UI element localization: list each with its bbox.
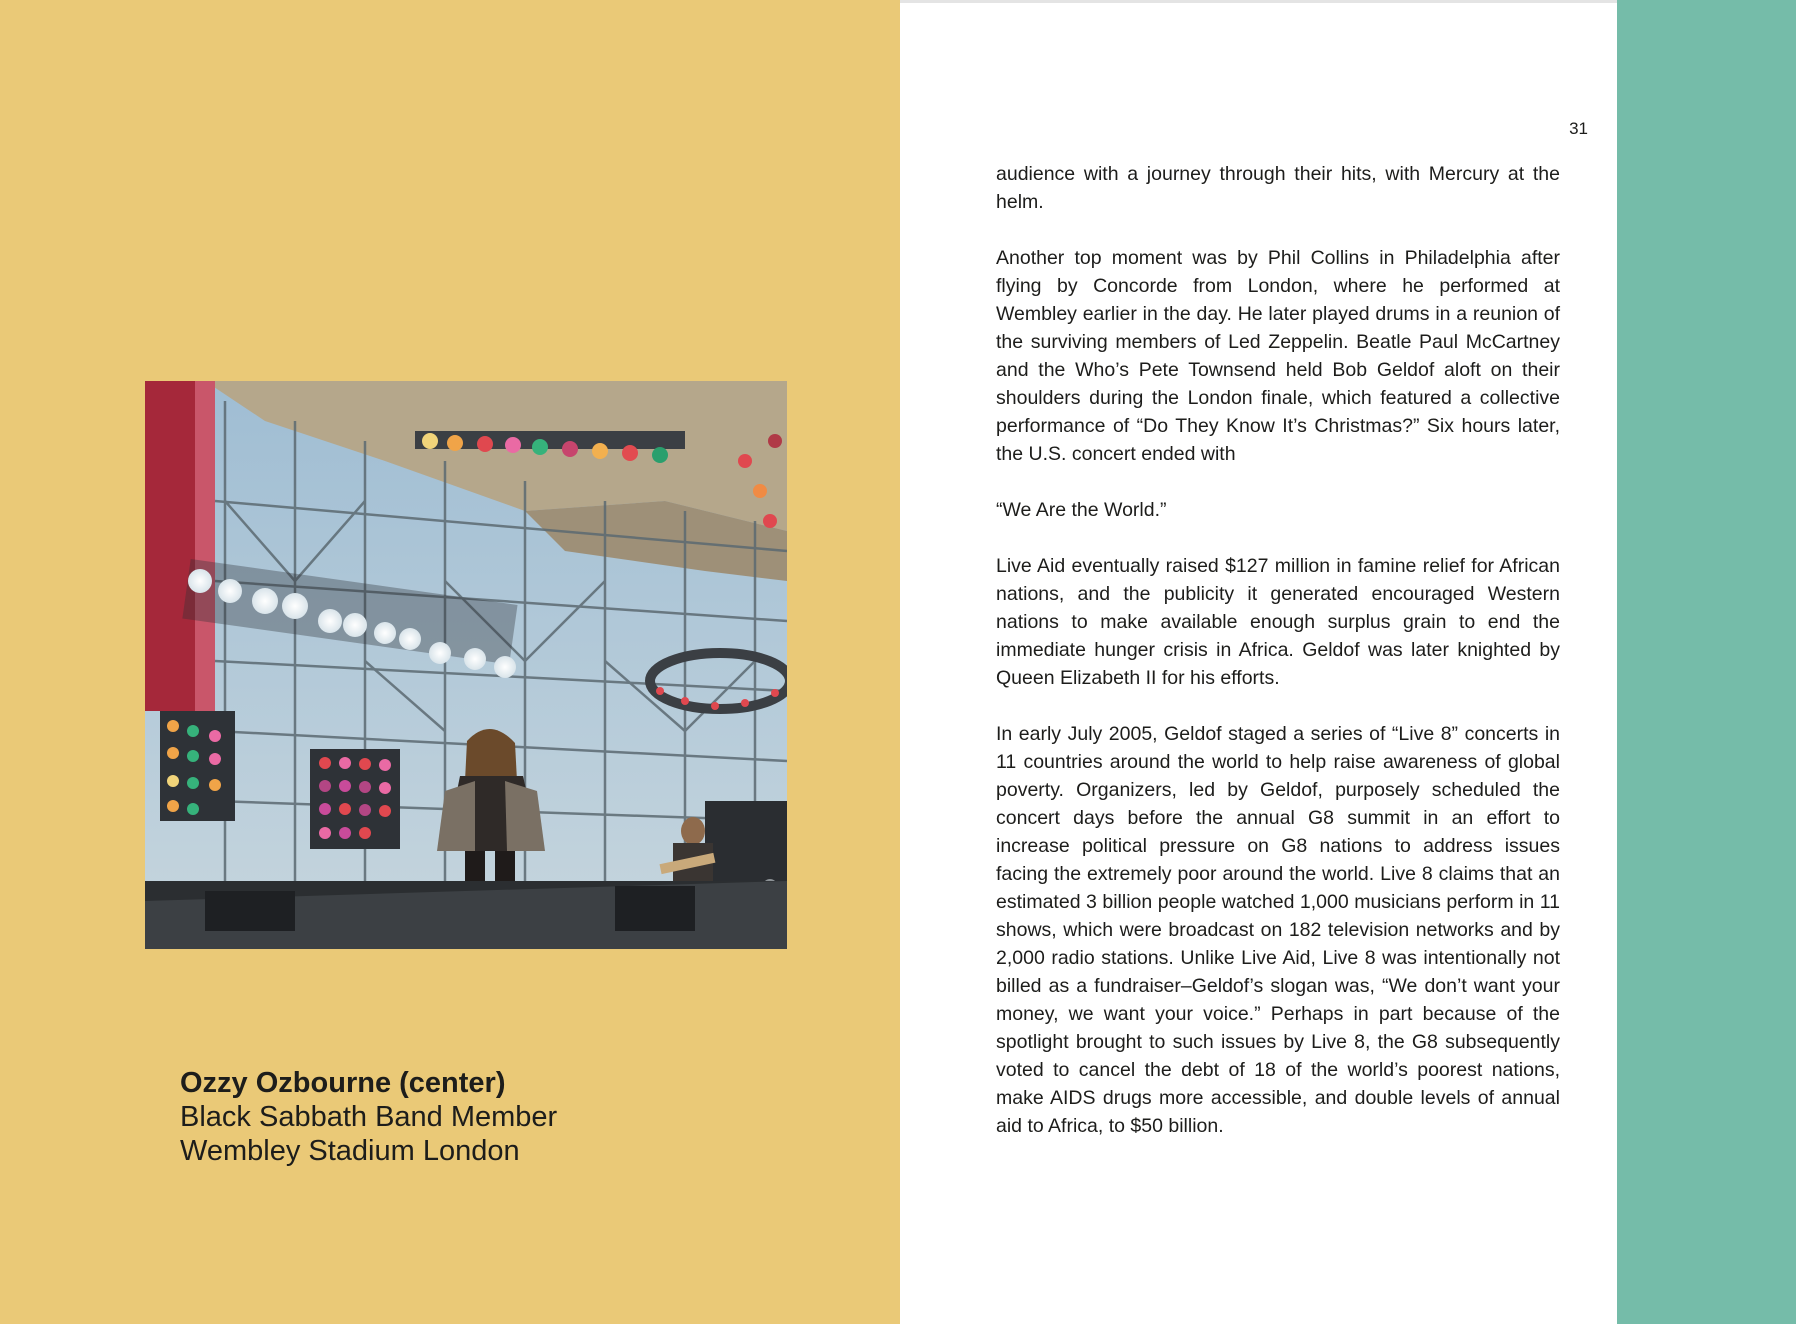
paragraph: “We Are the World.” [996, 499, 1167, 521]
caption-name: Ozzy Ozbourne (center) [180, 1067, 506, 1099]
paragraph: Another top moment was by Phil Collins in Philadelphia after flying by Concorde from London, where he performed at Wembley earlier in the day. He later played drums in a reunion of the surviving members of Led Zeppelin. Beatle Paul McCartney and the Who’s Pete Townsend held Bob Geldof aloft on their shoulders during the London finale, which featured a collective performance of “Do They Know It’s Christmas?” Six hours later, the U.S. concert ended with [996, 247, 1560, 465]
paragraph: audience with a journey through their hits, with Mercury at the helm. [996, 163, 1560, 213]
concert-photo [145, 381, 787, 949]
page-number: 31 [1569, 119, 1588, 138]
caption-venue: Wembley Stadium London [180, 1135, 520, 1167]
caption-role: Black Sabbath Band Member [180, 1101, 558, 1133]
article-body [996, 160, 1560, 1168]
photo-caption [180, 1066, 820, 1168]
paragraph: Live Aid eventually raised $127 million in famine relief for African nations, and the publicity it generated encouraged Western nations to make available enough surplus grain to end the immediate hunger crisis in Africa. Geldof was later knighted by Queen Elizabeth II for his efforts. [996, 555, 1560, 689]
paragraph: In early July 2005, Geldof staged a series of “Live 8” concerts in 11 countries around the world to help raise awareness of global poverty. Organizers, led by Geldof, purposely scheduled the concert days before the annual G8 summit in an effort to increase political pressure on G8 nations to address issues facing the extremely poor around the world. Live 8 claims that an estimated 3 billion people watched 1,000 musicians perform in 11 shows, which were broadcast on 182 television networks and by 2,000 radio stations. Unlike Live Aid, Live 8 was intentionally not billed as a fundraiser–Geldof’s slogan was, “We don’t want your money, we want your voice.” Perhaps in part because of the spotlight brought to such issues by Live 8, the G8 subsequently voted to cancel the debt of 18 of the world’s poorest nations, make AIDS drugs more accessible, and double levels of annual aid to Africa, to $50 billion. [996, 723, 1560, 1137]
teal-edge-strip [1617, 0, 1796, 1324]
concert-photo-illustration [145, 381, 787, 949]
